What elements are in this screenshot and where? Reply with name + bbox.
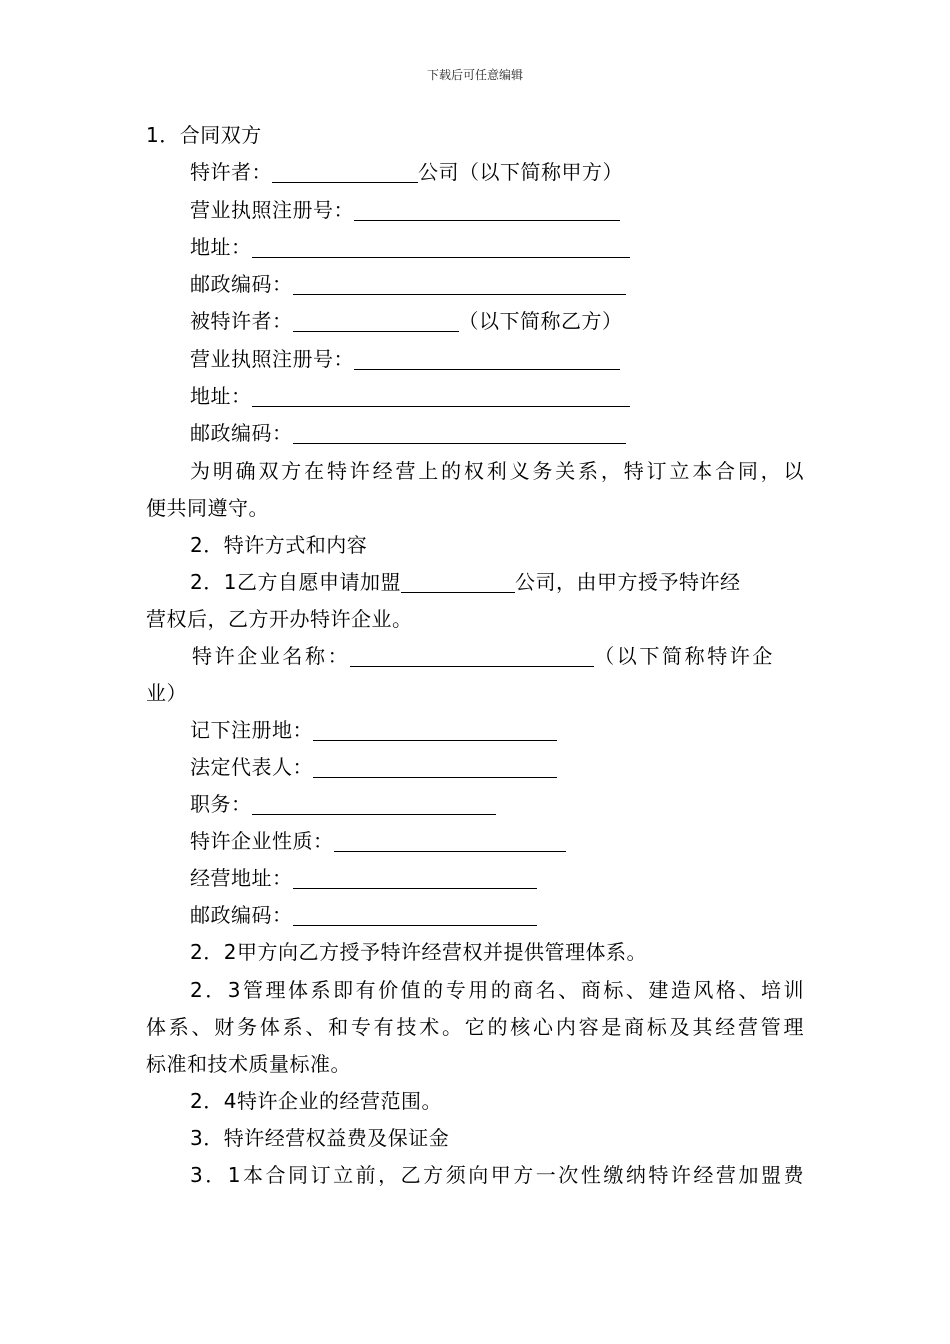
postcode-blank [293,270,626,295]
postcode-line-3 [190,897,537,934]
postcode-blank-2 [293,419,626,444]
reg-no-label: 营业执照注册号： [190,198,354,222]
biz-address-line [190,860,537,897]
postcode-blank-3 [293,901,537,926]
section-2-title: 2．特许方式和内容 [190,533,368,557]
address-line-2 [190,378,630,415]
address-label-2: 地址： [190,384,252,408]
postcode-label: 邮政编码： [190,272,293,296]
address-label: 地址： [190,235,252,259]
p23-line-3: 标准和技术质量标准。 [146,1052,351,1076]
ent-nature-label: 特许企业性质： [190,829,334,853]
ent-name-blank [350,642,594,667]
franchisee-line [190,303,623,340]
franchisor-line [190,154,623,191]
franchisor-label: 特许者： [190,160,272,184]
p21-b: 公司，由甲方授予特许经 [514,570,741,594]
p21-blank [401,568,515,593]
ent-name-label: 特许企业名称： [192,644,351,668]
position-blank [252,790,496,815]
position-line [190,786,496,823]
ent-nature-blank [334,827,566,852]
franchisee-suffix: （以下简称乙方） [458,309,623,333]
ent-name-suffix: （以下简称特许企 [594,644,776,668]
franchisee-blank [293,307,459,332]
biz-address-blank [293,864,537,889]
reg-no-line [190,192,620,229]
p31-line: 3．1本合同订立前，乙方须向甲方一次性缴纳特许经营加盟费 [190,1163,804,1187]
address-blank [252,233,630,258]
address-blank-2 [252,382,630,407]
position-label: 职务： [190,792,252,816]
ent-nature-line [190,823,566,860]
purpose-line-1: 为明确双方在特许经营上的权利义务关系，特订立本合同，以 [190,459,804,483]
postcode-label-2: 邮政编码： [190,421,293,445]
p22-line: 2．2甲方向乙方授予特许经营权并提供管理体系。 [190,940,647,964]
reg-no-blank [354,196,620,221]
franchisor-suffix: 公司（以下简称甲方） [418,160,623,184]
biz-address-label: 经营地址： [190,866,293,890]
p21-line-2: 营权后，乙方开办特许企业。 [146,607,413,631]
franchisor-blank [272,158,418,183]
postcode-label-3: 邮政编码： [190,903,293,927]
ent-name-line-2: 业） [146,681,187,705]
p24-line: 2．4特许企业的经营范围。 [190,1089,442,1113]
page-header: 下载后可任意编辑 [426,68,523,82]
p23-line-1: 2．3管理体系即有价值的专用的商名、商标、建造风格、培训 [190,978,804,1002]
postcode-line-2 [190,415,626,452]
reg-place-line [190,712,557,749]
legal-rep-blank [313,753,557,778]
p21-line [190,564,740,601]
reg-no-line-2 [190,341,620,378]
reg-place-blank [313,716,557,741]
franchisee-label: 被特许者： [190,309,293,333]
reg-no-blank-2 [354,345,620,370]
address-line [190,229,630,266]
legal-rep-label: 法定代表人： [190,755,313,779]
reg-place-label: 记下注册地： [190,718,313,742]
purpose-line-2: 便共同遵守。 [146,496,269,520]
legal-rep-line [190,749,557,786]
ent-name-line [192,638,775,675]
section-3-title: 3．特许经营权益费及保证金 [190,1126,450,1150]
p23-line-2: 体系、财务体系、和专有技术。它的核心内容是商标及其经营管理 [146,1015,804,1039]
postcode-line [190,266,626,303]
p21-a: 2．1乙方自愿申请加盟 [190,570,401,594]
section-1-title: 1．合同双方 [146,123,262,147]
reg-no-label-2: 营业执照注册号： [190,347,354,371]
